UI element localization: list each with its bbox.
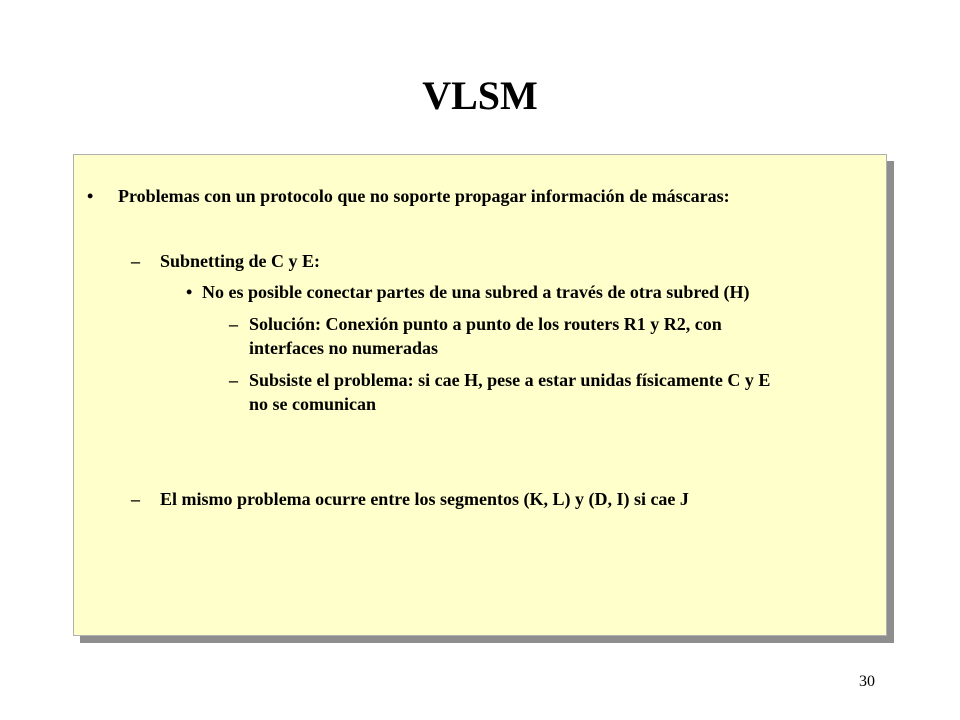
dash-item-subsiste-line-2: no se comunican xyxy=(249,394,377,414)
dash-item-mismo-problema: El mismo problema ocurre entre los segmentos (K, L) y (D, I) si cae J xyxy=(160,489,689,509)
bullet-marker: • xyxy=(87,186,94,206)
dash-marker: – xyxy=(229,370,238,390)
dash-item-subsiste-line-1: Subsiste el problema: si cae H, pese a estar unidas físicamente C y E xyxy=(249,370,771,390)
bullet-item-no-es-posible: No es posible conectar partes de una subred a través de otra subred (H) xyxy=(202,282,750,302)
dash-item-solucion-line-2: interfaces no numeradas xyxy=(249,338,438,358)
content-box xyxy=(73,154,887,636)
slide-title: VLSM xyxy=(422,73,538,118)
dash-marker: – xyxy=(131,251,140,271)
dash-item-solucion-line-1: Solución: Conexión punto a punto de los routers R1 y R2, con xyxy=(249,314,722,334)
dash-marker: – xyxy=(229,314,238,334)
page-number: 30 xyxy=(859,673,875,690)
dash-marker: – xyxy=(131,489,140,509)
dash-item-subnetting: Subnetting de C y E: xyxy=(160,251,321,271)
bullet-item-problemas: Problemas con un protocolo que no soporte propagar información de máscaras: xyxy=(118,186,730,206)
bullet-marker: • xyxy=(186,282,193,302)
